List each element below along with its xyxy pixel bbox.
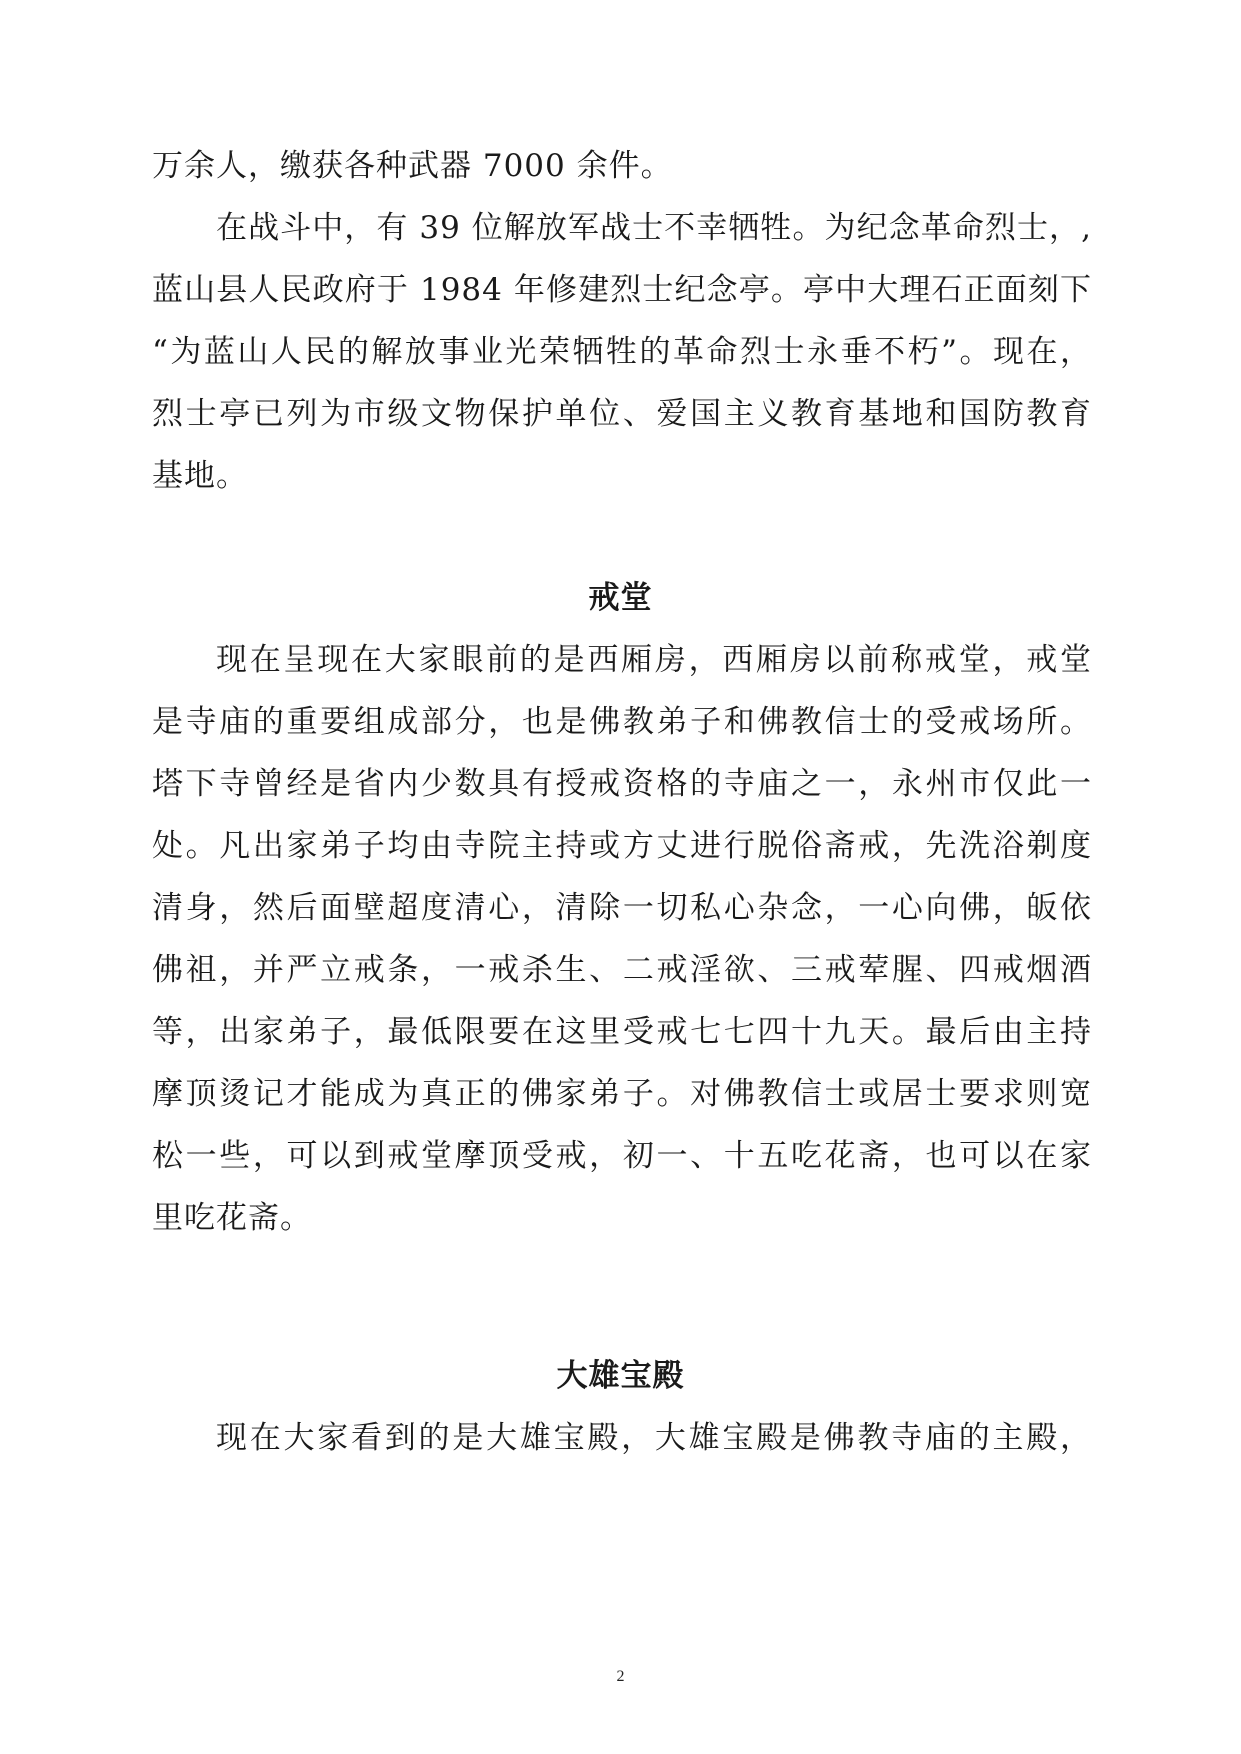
paragraph-line: 蓝山县人民政府于 1984 年修建烈士纪念亭。亭中大理石正面刻下 (152, 272, 1092, 308)
paragraph-line: 基地。 (152, 458, 248, 494)
paragraph-line: 烈士亭已列为市级文物保护单位、爱国主义教育基地和国防教育 (152, 396, 1092, 432)
paragraph-line: 松一些，可以到戒堂摩顶受戒，初一、十五吃花斋，也可以在家 (152, 1138, 1092, 1174)
paragraph-line: 里吃花斋。 (152, 1200, 312, 1236)
paragraph-line: 现在大家看到的是大雄宝殿，大雄宝殿是佛教寺庙的主殿， (216, 1420, 1092, 1456)
paragraph-line: “为蓝山人民的解放事业光荣牺牲的革命烈士永垂不朽”。现在， (152, 334, 1092, 370)
paragraph-line: 佛祖，并严立戒条，一戒杀生、二戒淫欲、三戒荤腥、四戒烟酒 (152, 952, 1092, 988)
paragraph-line: 是寺庙的重要组成部分，也是佛教弟子和佛教信士的受戒场所。 (152, 704, 1092, 740)
paragraph-line: 处。凡出家弟子均由寺院主持或方丈进行脱俗斋戒，先洗浴剃度 (152, 828, 1092, 864)
paragraph-line: 万余人，缴获各种武器 7000 余件。 (152, 148, 673, 184)
page-number: 2 (616, 1668, 625, 1685)
paragraph-line: 塔下寺曾经是省内少数具有授戒资格的寺庙之一，永州市仅此一 (152, 766, 1092, 802)
paragraph-line: 摩顶烫记才能成为真正的佛家弟子。对佛教信士或居士要求则宽 (152, 1076, 1092, 1112)
paragraph-line: 清身，然后面壁超度清心，清除一切私心杂念，一心向佛，皈依 (152, 890, 1092, 926)
paragraph-line: 现在呈现在大家眼前的是西厢房，西厢房以前称戒堂，戒堂 (216, 642, 1092, 678)
section-heading: 大雄宝殿 (556, 1358, 685, 1394)
section-heading: 戒堂 (588, 580, 653, 616)
paragraph-line: 等，出家弟子，最低限要在这里受戒七七四十九天。最后由主持 (152, 1014, 1092, 1050)
paragraph-line: 在战斗中，有 39 位解放军战士不幸牺牲。为纪念革命烈士，, (216, 210, 1092, 246)
